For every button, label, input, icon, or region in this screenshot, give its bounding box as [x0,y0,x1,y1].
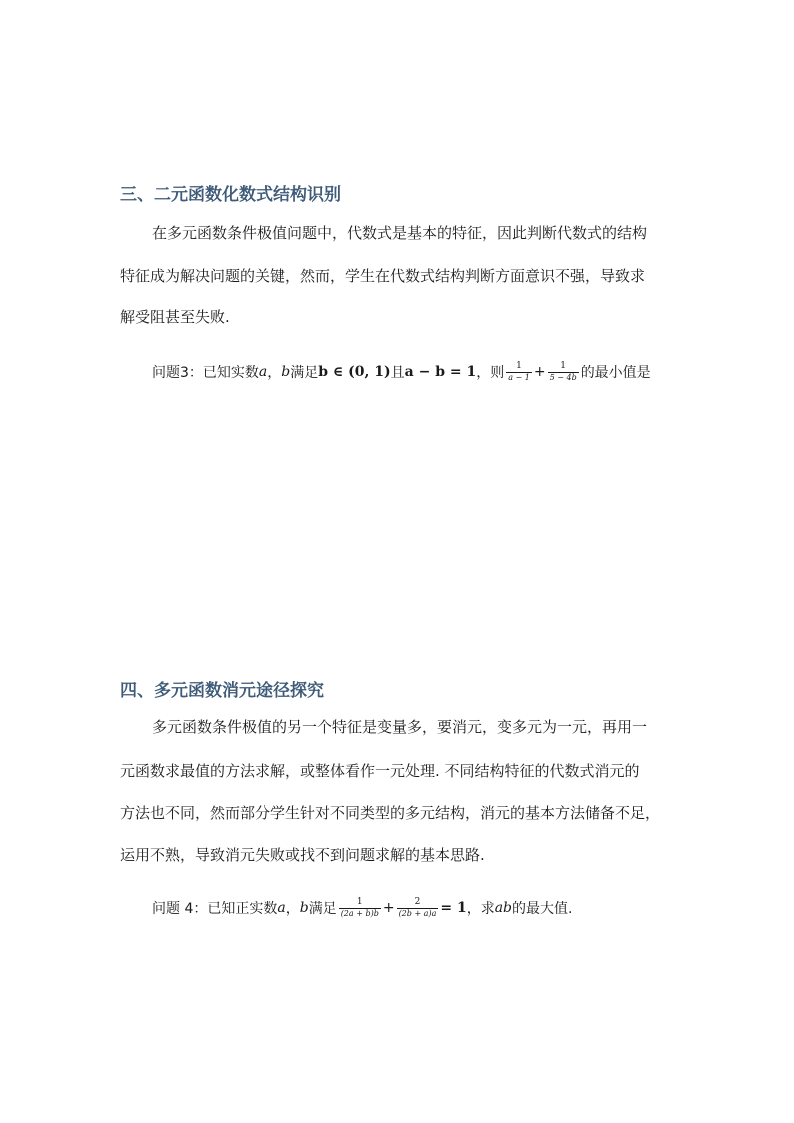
math-fraction [506,362,532,382]
problem-text: 满足 [290,365,319,381]
fraction-denominator: 5 − 4b [549,373,577,382]
math-operator: + [533,364,546,380]
fraction-denominator: (2b + a)a [398,909,437,918]
paragraph-line: 元函数求最值的方法求解，或整体看作一元处理. 不同结构特征的代数式消元的 [120,762,640,780]
math-fraction [548,362,579,382]
fraction-numerator: 1 [516,361,522,371]
paragraph-line: 解受阻甚至失败. [120,308,230,326]
math-var: b [299,900,309,916]
math-fraction [397,898,439,918]
section-heading-4: 四、多元函数消元途径探究 [120,681,324,701]
problem-text: 满足 [308,901,337,917]
math-var: a [277,900,286,916]
problem-text: 且 [390,365,405,381]
math-condition: a − b = 1 [404,364,477,380]
paragraph-line: 方法也不同，然而部分学生针对不同类型的多元结构，消元的基本方法储备不足， [120,804,661,822]
math-var: ab [494,900,513,916]
math-equation: = 1 [440,900,467,916]
paragraph-line: 运用不熟，导致消元失败或找不到问题求解的基本思路. [120,846,485,864]
fraction-numerator: 2 [414,897,421,907]
problem-text: 的最小值是 [580,365,651,381]
fraction-numerator: 1 [560,361,566,371]
math-var: b [281,364,291,380]
problem-label: 问题3：已知实数 [152,365,259,381]
separator: ， [285,901,300,917]
math-fraction [339,898,381,918]
problem-label: 问题 4：已知正实数 [152,901,278,917]
math-var: a [258,364,268,380]
separator: ， [267,365,282,381]
math-operator: + [382,900,395,916]
paragraph-line: 特征成为解决问题的关键，然而，学生在代数式结构判断方面意识不强，导致求 [120,267,646,285]
paragraph-line: 多元函数条件极值的另一个特征是变量多，要消元，变多元为一元，再用一 [152,718,648,736]
math-condition: b ∈ (0, 1) [318,364,391,380]
fraction-numerator: 1 [356,897,363,907]
section-heading-3: 三、二元函数化数式结构识别 [120,185,341,205]
problem-3 [152,362,651,382]
paragraph-line: 在多元函数条件极值问题中，代数式是基本的特征，因此判断代数式的结构 [152,224,648,242]
problem-text: 的最大值. [512,901,573,917]
problem-text: ，求 [466,901,495,917]
fraction-denominator: (2a + b)b [340,909,379,918]
problem-4 [152,898,572,918]
problem-text: ，则 [476,365,505,381]
fraction-denominator: a − 1 [508,373,530,382]
